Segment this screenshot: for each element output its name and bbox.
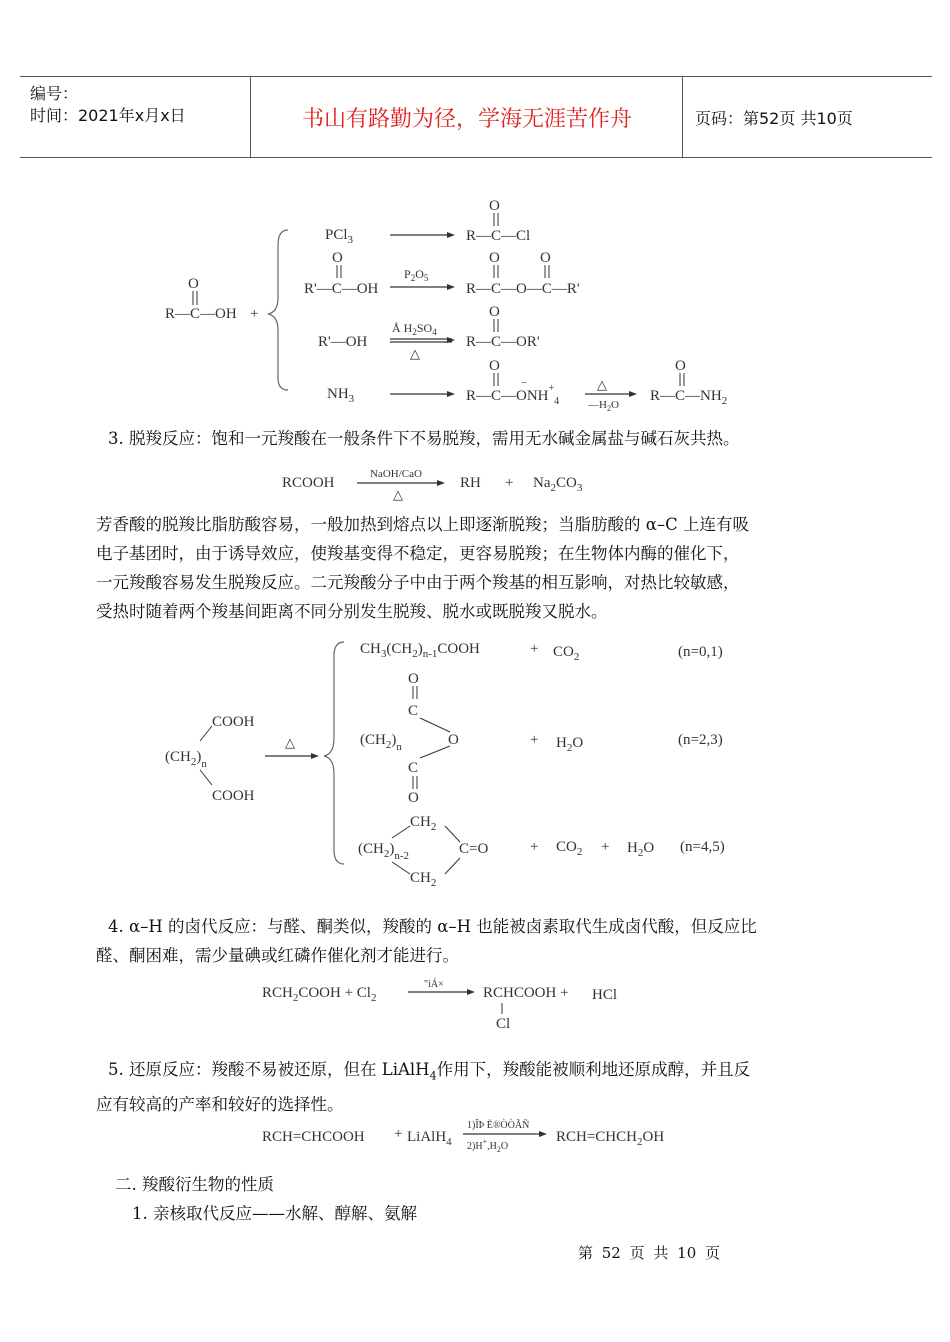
product4-o: O [489,358,500,374]
ketone-chain: $(CH_2)_{n-2}$ [358,841,410,862]
header-motto: 书山有路勤为径，学海无涯苦作舟 [252,77,683,157]
anhydride-bridge-o: O [448,732,459,748]
eq4-hcl: HCl [592,987,618,1003]
anhydride-c-top: C [408,703,419,719]
section-4-text [96,912,757,970]
product1-o: O [489,198,500,214]
condition-n45: (n=4,5) [680,839,725,855]
eq3-condition: NaOH/CaO [370,468,422,480]
anhydride-o-top: O [408,671,419,687]
body-line: 受热时随着两个羧基间距离不同分别发生脱羧、脱水或既脱羧又脱水。 [96,602,608,621]
reagent-alcohol: R'—OH [318,334,368,350]
header-time: 时间：2021年x月x日 [30,106,186,125]
eq5-reagent: LiAlH$_4$ [407,1129,452,1148]
eq5-condition-2: $2)H^+,H_2O$ [467,1137,509,1154]
header-page-count: 页码：第52页 共10页 [695,108,853,128]
eq3-reactant: RCOOH [282,475,335,491]
anhydride-c-bottom: C [408,760,419,776]
reagent-pcl3: PCl$_3$ [325,227,354,246]
body-line: 一元羧酸容易发生脱羧反应。二元羧酸分子中由于两个羧基的相互影响，对热比较敏感， [96,573,740,592]
eq4-reactant: $RCH_2COOH + Cl_2$ [262,985,377,1004]
acid-derivative-scheme [0,190,950,420]
product2-o2: O [540,250,551,266]
heat-symbol-2: △ [597,377,607,392]
reagent2-o: O [332,250,343,266]
body-line: 芳香酸的脱羧比脂肪酸容易，一般加热到熔点以上即逐渐脱羧；当脂肪酸的 α–C 上连有吸 [96,515,750,534]
section-3-title: 3. 脱羧反应：饱和一元羧酸在一般条件下不易脱羧，需用无水碱金属盐与碱石灰共热。 [108,429,740,448]
anhydride-chain: $(CH_2)_n$ [360,732,402,753]
decarboxylation-equation [0,462,950,502]
row3-water: $H_2O$ [627,840,655,859]
halogenation-equation [0,972,950,1032]
plus-sign: + [250,306,259,322]
page-header [20,76,932,158]
condition-n23: (n=2,3) [678,732,723,748]
reduction-equation [0,1114,950,1158]
row3-plus1: + [530,839,539,855]
row2-plus: + [530,732,539,748]
section-3-body [96,510,749,626]
row3-co2: $CO_2$ [556,839,583,858]
eq3-plus: + [505,475,514,491]
product-amide: $R—C—NH_2$ [650,388,728,407]
header-number: 编号： [30,84,79,103]
ketone-ch2-top: $CH_2$ [410,814,437,833]
eq5-plus: + [394,1126,403,1142]
ketone-ch2-bottom: $CH_2$ [410,870,437,889]
row1-co2: $CO_2$ [553,644,580,663]
eq5-product: $RCH=CHCH_2OH$ [556,1129,665,1148]
water-loss: $—H_2O$ [588,399,619,413]
reactant-acid: R—C—OH [165,306,237,322]
eq3-byproduct: $Na_2CO_3$ [533,475,583,494]
body-line: 4. α–H 的卤代反应：与醛、酮类似，羧酸的 α–H 也能被卤素取代生成卤代酸，但反应比 [108,917,757,936]
anhydride-o-bottom: O [408,790,419,806]
reagent-carboxylic-acid: R'—C—OH [304,281,379,297]
row3-plus2: + [601,839,610,855]
body-line: 醛、酮困难，需少量碘或红磷作催化剂才能进行。 [96,946,459,965]
section-two-title: 二. 羧酸衍生物的性质 [115,1175,274,1194]
eq4-product: RCHCOOH + [483,985,569,1001]
product-ammonium-salt: $R—C—ONH^+_4$ [466,383,560,407]
row2-water: $H_2O$ [556,735,584,754]
product3-o: O [489,304,500,320]
reactant-o: O [188,276,199,292]
product-anhydride: R—C—O—C—R' [466,281,580,297]
diacid-cooh-top: COOH [212,714,255,730]
scheme2-brace [324,642,344,864]
diacid-chain: $(CH_2)_n$ [165,749,207,770]
reagent-ammonia: $NH_3$ [327,386,355,405]
section-5-text [96,1055,751,1119]
eq4-chlorine: Cl [496,1016,511,1032]
body-line: 电子基团时，由于诱导效应，使羧基变得不稳定，更容易脱羧；在生物体内酶的催化下， [96,544,740,563]
product-monoacid: $CH_3(CH_2)_{n-1}COOH$ [360,641,480,660]
page-footer: 第 52 页 共 10 页 [578,1244,721,1262]
eq5-reactant: RCH=CHCOOH [262,1129,365,1145]
branch-brace [268,230,288,390]
product-acyl-chloride: R—C—Cl [466,228,531,244]
diacid-heating-scheme [0,630,950,892]
condition-h2so4: Å $H_2SO_4$ [392,321,437,337]
scheme2-heat: △ [285,735,295,750]
product-ester: R—C—OR' [466,334,540,350]
eq5-condition-1: 1)ÎÞ Ë®ÒÒÃÑ [467,1120,530,1131]
product5-o: O [675,358,686,374]
eq3-heat: △ [393,487,403,502]
section-5-line-1: 5. 还原反应：羧酸不易被还原，但在 LiAlH$_4$作用下，羧酸能被顺利地还原成醇，并且反 [108,1060,751,1083]
header-meta [20,77,251,157]
section-5-line-2: 应有较高的产率和较好的选择性。 [96,1095,344,1115]
section-two-subtitle: 1. 亲核取代反应——水解、醇解、氨解 [132,1204,417,1223]
product2-o1: O [489,250,500,266]
heat-symbol-1: △ [410,346,420,361]
eq4-condition: "iÁ× [424,979,444,990]
condition-n01: (n=0,1) [678,644,723,660]
ammonium-minus: − [521,377,528,389]
diacid-cooh-bottom: COOH [212,788,255,804]
row1-plus: + [530,641,539,657]
condition-p2o5: $P_2O_5$ [404,267,429,283]
eq3-product: RH [460,475,481,491]
ketone-carbonyl: C=O [459,841,489,857]
